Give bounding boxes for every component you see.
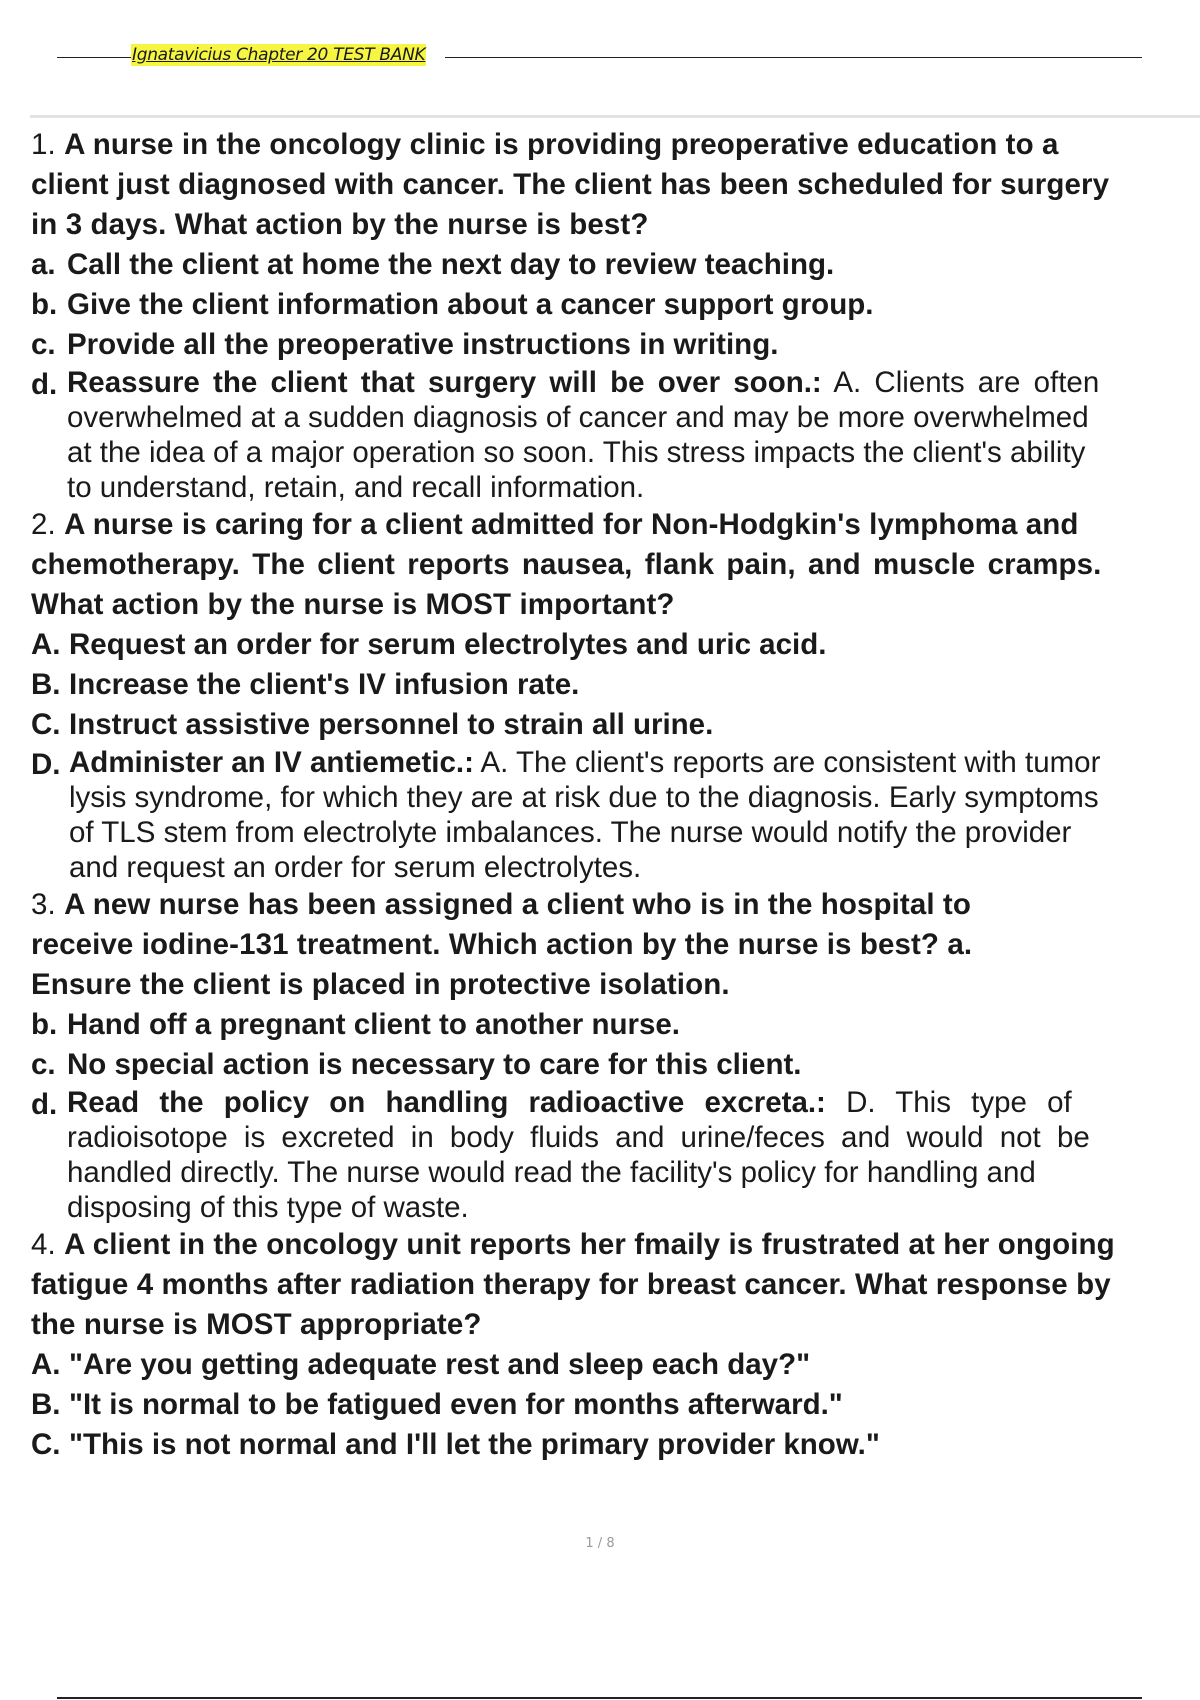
answer-option bbox=[31, 285, 1200, 325]
option-letter: a. bbox=[31, 248, 56, 281]
option-letter: A. bbox=[31, 1348, 61, 1381]
answer-option bbox=[31, 1045, 1200, 1085]
header-rule-right bbox=[445, 57, 1142, 58]
option-letter: C. bbox=[31, 708, 61, 741]
question-stem-line: 4. A client in the oncology unit reports her fmaily is frustrated at her ongoing bbox=[31, 1228, 1115, 1261]
answer-option bbox=[31, 1345, 1200, 1385]
option-body bbox=[69, 745, 1100, 885]
option-text: Request an order for serum electrolytes and uric acid. bbox=[69, 628, 827, 661]
option-text: Give the client information about a cancer support group. bbox=[67, 288, 874, 321]
option-letter: b. bbox=[31, 1008, 58, 1041]
option-letter: A. bbox=[31, 628, 61, 661]
question-stem-line: the nurse is MOST appropriate? bbox=[31, 1308, 482, 1341]
answer-option bbox=[31, 1385, 1200, 1425]
document-title: Ignatavicius Chapter 20 TEST BANK bbox=[132, 45, 426, 65]
option-body bbox=[67, 1085, 1090, 1225]
answer-option bbox=[31, 665, 1200, 705]
rationale-line: D. This type of bbox=[846, 1086, 1072, 1119]
question-stem-line: 3. A new nurse has been assigned a client who is in the hospital to bbox=[31, 888, 971, 921]
option-letter: d. bbox=[31, 1088, 58, 1121]
option-text: Hand off a pregnant client to another nurse. bbox=[67, 1008, 680, 1041]
rationale-line: handled directly. The nurse would read the facility's policy for handling and bbox=[67, 1156, 1036, 1189]
footer-rule bbox=[57, 1697, 1142, 1699]
question-stem-line: in 3 days. What action by the nurse is best? bbox=[31, 208, 649, 241]
question-number: 4. bbox=[31, 1228, 56, 1261]
question-number: 2. bbox=[31, 508, 56, 541]
question-stem-line: What action by the nurse is MOST important? bbox=[31, 588, 675, 621]
option-text: Provide all the preoperative instructions in writing. bbox=[67, 328, 779, 361]
rationale-line: overwhelmed at a sudden diagnosis of cancer and may be more overwhelmed bbox=[67, 401, 1089, 434]
question-stem-line: 2. A nurse is caring for a client admitted for Non-Hodgkin's lymphoma and bbox=[31, 508, 1079, 541]
option-letter: c. bbox=[31, 1048, 56, 1081]
option-letter: d. bbox=[31, 368, 58, 401]
option-text: Read the policy on handling radioactive excreta.: bbox=[67, 1086, 826, 1119]
option-text: Administer an IV antiemetic.: bbox=[69, 746, 474, 779]
answer-option bbox=[31, 1005, 1200, 1045]
answer-option bbox=[31, 1425, 1200, 1465]
rationale-line: disposing of this type of waste. bbox=[67, 1191, 469, 1224]
question-stem-line: receive iodine-131 treatment. Which action by the nurse is best? a. bbox=[31, 928, 973, 961]
header-rule-left bbox=[57, 57, 131, 58]
question-stem-line: chemotherapy. The client reports nausea, flank pain, and muscle cramps. bbox=[31, 548, 1102, 581]
answer-option-with-rationale bbox=[31, 365, 1200, 505]
option-text: Instruct assistive personnel to strain all urine. bbox=[69, 708, 714, 741]
rationale-line: of TLS stem from electrolyte imbalances. The nurse would notify the provider bbox=[69, 816, 1072, 849]
question-number: 3. bbox=[31, 888, 56, 921]
answer-option bbox=[31, 325, 1200, 365]
option-text: Increase the client's IV infusion rate. bbox=[69, 668, 580, 701]
answer-option bbox=[31, 625, 1200, 665]
question-number: 1. bbox=[31, 128, 56, 161]
question-stem-line: fatigue 4 months after radiation therapy for breast cancer. What response by bbox=[31, 1268, 1111, 1301]
answer-option bbox=[31, 705, 1200, 745]
rationale-line: lysis syndrome, for which they are at risk due to the diagnosis. Early symptoms bbox=[69, 781, 1099, 814]
content-divider bbox=[30, 115, 1200, 118]
option-letter: C. bbox=[31, 1428, 61, 1461]
page-header bbox=[57, 44, 1142, 66]
page-number: 1 / 8 bbox=[585, 1536, 615, 1551]
rationale-line: A. Clients are often bbox=[833, 366, 1100, 399]
question-list bbox=[31, 125, 1200, 1465]
question-2 bbox=[31, 505, 1200, 885]
option-letter: B. bbox=[31, 668, 61, 701]
option-text: Reassure the client that surgery will be over soon.: bbox=[67, 366, 822, 399]
option-text: "It is normal to be fatigued even for months afterward." bbox=[69, 1388, 843, 1421]
answer-option-with-rationale bbox=[31, 745, 1200, 885]
rationale-line: at the idea of a major operation so soon. This stress impacts the client's ability bbox=[67, 436, 1086, 469]
answer-option-with-rationale bbox=[31, 1085, 1200, 1225]
option-letter: B. bbox=[31, 1388, 61, 1421]
question-stem-line: 1. A nurse in the oncology clinic is providing preoperative education to a bbox=[31, 128, 1059, 161]
question-3 bbox=[31, 885, 1200, 1225]
rationale-line: radioisotope is excreted in body fluids and urine/feces and would not be bbox=[67, 1121, 1090, 1154]
option-text: Call the client at home the next day to review teaching. bbox=[67, 248, 835, 281]
question-stem-line: Ensure the client is placed in protective isolation. bbox=[31, 968, 730, 1001]
option-text: "Are you getting adequate rest and sleep each day?" bbox=[69, 1348, 811, 1381]
question-4 bbox=[31, 1225, 1200, 1465]
question-1 bbox=[31, 125, 1200, 505]
rationale-line: and request an order for serum electrolytes. bbox=[69, 851, 642, 884]
option-text: "This is not normal and I'll let the primary provider know." bbox=[69, 1428, 880, 1461]
rationale-line: A. The client's reports are consistent with tumor bbox=[480, 746, 1101, 779]
answer-option bbox=[31, 245, 1200, 285]
question-stem-line: client just diagnosed with cancer. The client has been scheduled for surgery bbox=[31, 168, 1110, 201]
option-body bbox=[67, 365, 1099, 505]
option-letter: b. bbox=[31, 288, 58, 321]
option-letter: D. bbox=[31, 748, 61, 781]
option-letter: c. bbox=[31, 328, 56, 361]
option-text: No special action is necessary to care for this client. bbox=[67, 1048, 802, 1081]
rationale-line: to understand, retain, and recall information. bbox=[67, 471, 645, 504]
